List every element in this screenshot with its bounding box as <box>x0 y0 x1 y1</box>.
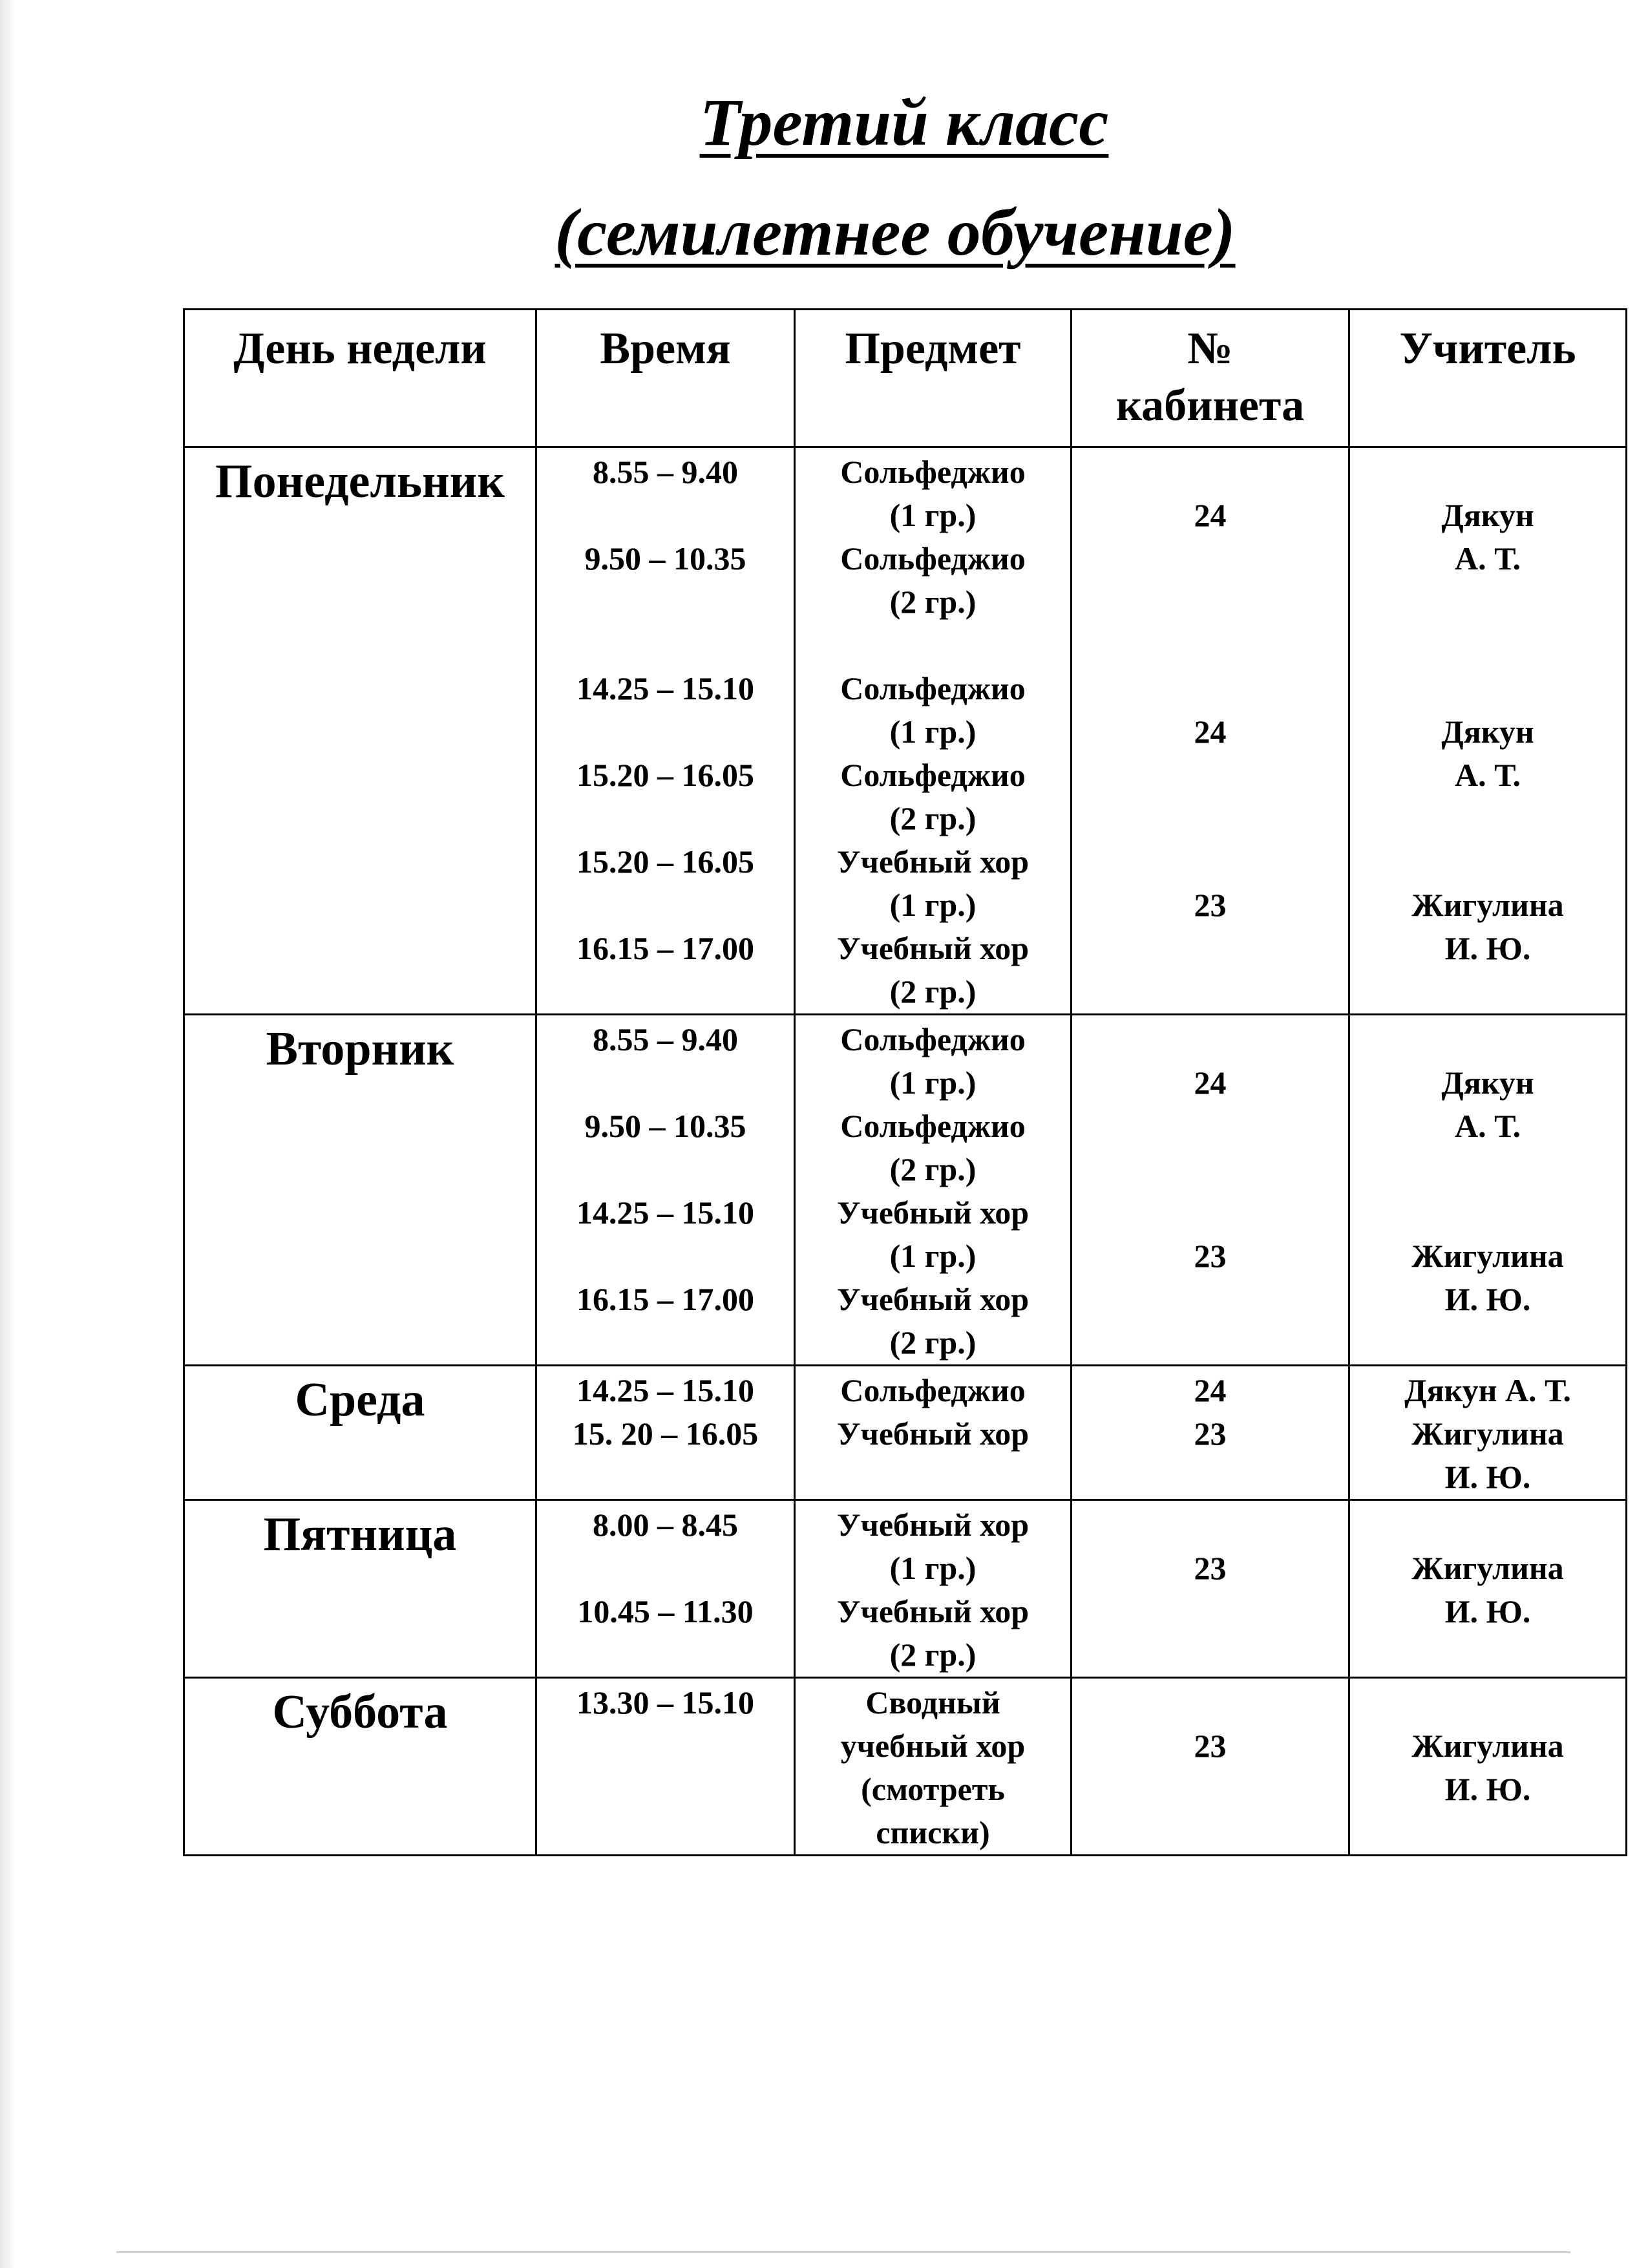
subject-line: Учебный хор <box>836 1281 1030 1317</box>
time-cell <box>536 1500 795 1678</box>
subject-line: списки) <box>876 1814 990 1850</box>
schedule-table <box>183 308 1627 1856</box>
time-cell <box>536 1015 795 1366</box>
room-cell <box>1072 1678 1349 1856</box>
time-line: 8.00 – 8.45 <box>593 1507 738 1543</box>
time-line: 14.25 – 15.10 <box>576 670 754 706</box>
room-line <box>1072 1148 1348 1191</box>
time-line <box>537 580 794 624</box>
subject-cell <box>795 1015 1072 1366</box>
room-line <box>1072 580 1348 624</box>
teacher-line <box>1350 840 1625 884</box>
page-subtitle: (семилетнее обучение) <box>555 195 1236 270</box>
subject-line: (2 гр.) <box>889 1324 977 1361</box>
header-row <box>184 310 1627 447</box>
room-line <box>1072 537 1348 580</box>
subject-cell <box>795 447 1072 1015</box>
room-line: 24 <box>1194 1065 1227 1101</box>
room-cell <box>1072 1500 1349 1678</box>
header-room <box>1072 310 1349 447</box>
subject-line: Учебный хор <box>836 843 1030 880</box>
teacher-line <box>1350 1811 1625 1854</box>
schedule-row <box>184 1500 1627 1678</box>
time-line: 16.15 – 17.00 <box>576 930 754 966</box>
time-line <box>537 970 794 1013</box>
teacher-cell <box>1349 447 1627 1015</box>
room-cell <box>1072 447 1349 1015</box>
subject-line: (смотреть <box>861 1771 1005 1807</box>
time-line: 9.50 – 10.35 <box>584 1108 746 1144</box>
subject-line: (1 гр.) <box>889 887 977 923</box>
time-line <box>537 624 794 667</box>
schedule-row <box>184 447 1627 1015</box>
day-cell: Вторник <box>184 1015 536 1366</box>
subject-line: Сводный <box>865 1684 1000 1721</box>
subject-line: (2 гр.) <box>889 1151 977 1187</box>
teacher-line <box>1350 1633 1625 1677</box>
teacher-line <box>1350 450 1625 494</box>
header-room-line2: кабинета <box>1115 381 1305 430</box>
room-line <box>1072 1278 1348 1321</box>
day-cell: Пятница <box>184 1500 536 1678</box>
subject-line: Сольфеджио <box>840 1108 1026 1144</box>
subject-line: учебный хор <box>840 1728 1026 1764</box>
subject-line: (1 гр.) <box>889 714 977 750</box>
room-cell <box>1072 1015 1349 1366</box>
day-cell: Среда <box>184 1366 536 1500</box>
teacher-line <box>1350 624 1625 667</box>
time-line: 8.55 – 9.40 <box>593 454 738 490</box>
day-cell: Суббота <box>184 1678 536 1856</box>
time-line: 15. 20 – 16.05 <box>572 1415 759 1452</box>
subject-line: (1 гр.) <box>889 1238 977 1274</box>
schedule-row <box>184 1366 1627 1500</box>
teacher-line: Жигулина <box>1411 1728 1564 1764</box>
room-line <box>1072 1681 1348 1724</box>
page-title: Третий класс <box>699 85 1109 160</box>
time-line <box>537 1321 794 1364</box>
room-line <box>1072 1018 1348 1061</box>
teacher-line <box>1350 667 1625 710</box>
teacher-line <box>1350 1681 1625 1724</box>
day-cell: Понедельник <box>184 447 536 1015</box>
subject-line <box>796 624 1070 667</box>
subject-line: (1 гр.) <box>889 1550 977 1586</box>
time-line: 14.25 – 15.10 <box>576 1372 754 1408</box>
teacher-line: Жигулина <box>1411 1238 1564 1274</box>
room-line <box>1072 1321 1348 1364</box>
subject-line: (2 гр.) <box>889 584 977 620</box>
time-line <box>537 797 794 840</box>
teacher-line <box>1350 580 1625 624</box>
time-cell <box>536 1678 795 1856</box>
scan-edge-shadow <box>0 0 16 2268</box>
teacher-line: Дякун <box>1441 497 1534 533</box>
time-line: 16.15 – 17.00 <box>576 1281 754 1317</box>
teacher-line: Жигулина <box>1411 887 1564 923</box>
subject-line: Сольфеджио <box>840 1021 1026 1057</box>
subject-line: Сольфеджио <box>840 1372 1026 1408</box>
room-line <box>1072 624 1348 667</box>
room-line <box>1072 927 1348 970</box>
room-line: 23 <box>1194 1728 1227 1764</box>
teacher-cell <box>1349 1366 1627 1500</box>
room-line <box>1072 1768 1348 1811</box>
room-line: 23 <box>1194 1550 1227 1586</box>
teacher-line <box>1350 970 1625 1013</box>
subject-cell <box>795 1366 1072 1500</box>
time-line <box>537 1768 794 1811</box>
subject-line: Учебный хор <box>836 1415 1030 1452</box>
subject-line: Сольфеджио <box>840 454 1026 490</box>
room-line <box>1072 1191 1348 1235</box>
time-line <box>537 1061 794 1105</box>
teacher-line: А. Т. <box>1455 1108 1521 1144</box>
teacher-line: И. Ю. <box>1444 1459 1531 1495</box>
time-line: 9.50 – 10.35 <box>584 540 746 577</box>
subject-line: (2 гр.) <box>889 973 977 1010</box>
teacher-line <box>1350 1018 1625 1061</box>
subject-line: Учебный хор <box>836 1507 1030 1543</box>
subject-line: Учебный хор <box>836 1194 1030 1231</box>
room-line: 23 <box>1194 887 1227 923</box>
subject-line <box>796 1456 1070 1499</box>
teacher-cell <box>1349 1678 1627 1856</box>
subject-line: (1 гр.) <box>889 1065 977 1101</box>
room-cell <box>1072 1366 1349 1500</box>
teacher-cell <box>1349 1500 1627 1678</box>
teacher-line: А. Т. <box>1455 540 1521 577</box>
teacher-line <box>1350 797 1625 840</box>
teacher-line: Дякун А. Т. <box>1404 1372 1571 1408</box>
subject-line: Учебный хор <box>836 930 1030 966</box>
time-line: 13.30 – 15.10 <box>576 1684 754 1721</box>
teacher-line: А. Т. <box>1455 757 1521 793</box>
time-line: 8.55 – 9.40 <box>593 1021 738 1057</box>
subject-line: Сольфеджио <box>840 670 1026 706</box>
teacher-line: И. Ю. <box>1444 1281 1531 1317</box>
room-line <box>1072 754 1348 797</box>
subject-cell <box>795 1500 1072 1678</box>
teacher-line: Дякун <box>1441 1065 1534 1101</box>
room-line <box>1072 1105 1348 1148</box>
teacher-line: И. Ю. <box>1444 1771 1531 1807</box>
time-line <box>537 1633 794 1677</box>
room-line: 24 <box>1194 1372 1227 1408</box>
teacher-line: Дякун <box>1441 714 1534 750</box>
header-teacher: Учитель <box>1349 310 1627 447</box>
room-line <box>1072 1456 1348 1499</box>
room-line <box>1072 450 1348 494</box>
room-line <box>1072 1590 1348 1633</box>
time-line: 15.20 – 16.05 <box>576 843 754 880</box>
room-line <box>1072 667 1348 710</box>
subject-line: Сольфеджио <box>840 540 1026 577</box>
teacher-line <box>1350 1321 1625 1364</box>
subject-line: (2 гр.) <box>889 1637 977 1673</box>
time-line <box>537 1148 794 1191</box>
time-line <box>537 1724 794 1768</box>
teacher-line <box>1350 1191 1625 1235</box>
room-line: 23 <box>1194 1238 1227 1274</box>
teacher-line: И. Ю. <box>1444 1593 1531 1629</box>
header-day: День недели <box>184 310 536 447</box>
room-line <box>1072 1811 1348 1854</box>
schedule-row <box>184 1015 1627 1366</box>
teacher-cell <box>1349 1015 1627 1366</box>
subject-line: (2 гр.) <box>889 800 977 836</box>
room-line <box>1072 1503 1348 1547</box>
room-line <box>1072 797 1348 840</box>
scan-bottom-line <box>116 2251 1570 2253</box>
time-cell <box>536 1366 795 1500</box>
time-line <box>537 884 794 927</box>
subject-line: (1 гр.) <box>889 497 977 533</box>
room-line: 24 <box>1194 497 1227 533</box>
time-line <box>537 710 794 754</box>
header-room-line1: № <box>1187 324 1233 374</box>
schedule-row <box>184 1678 1627 1856</box>
subject-line: Учебный хор <box>836 1593 1030 1629</box>
time-cell <box>536 447 795 1015</box>
teacher-line <box>1350 1148 1625 1191</box>
subject-line: Сольфеджио <box>840 757 1026 793</box>
time-line <box>537 1235 794 1278</box>
room-line <box>1072 970 1348 1013</box>
subject-cell <box>795 1678 1072 1856</box>
header-subject: Предмет <box>795 310 1072 447</box>
room-line: 23 <box>1194 1415 1227 1452</box>
teacher-line: И. Ю. <box>1444 930 1531 966</box>
time-line: 14.25 – 15.10 <box>576 1194 754 1231</box>
teacher-line <box>1350 1503 1625 1547</box>
room-line <box>1072 1633 1348 1677</box>
room-line <box>1072 840 1348 884</box>
header-time: Время <box>536 310 795 447</box>
time-line: 15.20 – 16.05 <box>576 757 754 793</box>
time-line <box>537 1547 794 1590</box>
time-line <box>537 1811 794 1854</box>
time-line: 10.45 – 11.30 <box>577 1593 754 1629</box>
time-line <box>537 494 794 537</box>
room-line: 24 <box>1194 714 1227 750</box>
time-line <box>537 1456 794 1499</box>
teacher-line: Жигулина <box>1411 1415 1564 1452</box>
teacher-line: Жигулина <box>1411 1550 1564 1586</box>
